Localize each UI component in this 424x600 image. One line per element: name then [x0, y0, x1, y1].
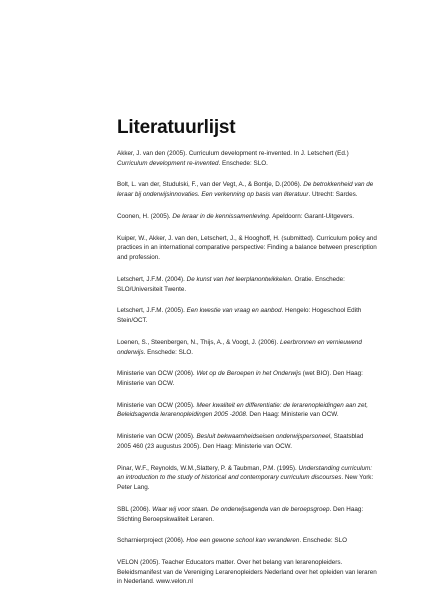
- reference-text: . Den Haag: Stichting Beroepskwaliteit Leraren.: [117, 505, 364, 523]
- reference-text: . Apeldoorn: Garant-Uitgevers.: [268, 212, 354, 220]
- reference-entry: [117, 306, 379, 325]
- page-title: Literatuurlijst: [117, 117, 236, 138]
- reference-text: Coonen, H. (2005).: [117, 212, 173, 220]
- reference-entry: [117, 432, 379, 451]
- reference-text: . Den Haag: Ministerie van OCW.: [245, 411, 339, 419]
- reference-title: Wet op de Beroepen in het Onderwijs: [196, 370, 301, 378]
- reference-text: VELON (2005). Teacher Educators matter. Over het belang van lerarenopleiders. Beleidsmanifest van de Vereniging Lerarenopleiders Nederland over het opleiden van leraren in Nederland. www.velon.nl: [117, 559, 377, 586]
- reference-entry: [117, 275, 379, 294]
- reference-text: . Utrecht: Sardes.: [308, 191, 358, 199]
- reference-entry: [117, 558, 379, 587]
- reference-text: (wet BIO). Den Haag: Ministerie van OCW.: [117, 370, 363, 387]
- reference-entry: [117, 401, 379, 420]
- reference-entry: [117, 369, 379, 388]
- reference-text: Letschert, J.F.M. (2004).: [117, 275, 187, 283]
- reference-text: Loenen, S., Steenbergen, N., Thijs, A., & Voogt, J. (2006).: [117, 338, 281, 346]
- reference-title: Hoe een gewone school kan veranderen: [186, 537, 300, 545]
- reference-text: . Oratie. Enschede: SLO/Universiteit Twente.: [117, 275, 345, 293]
- reference-text: Ministerie van OCW (2005).: [117, 433, 197, 441]
- reference-title: Besluit bekwaamheidseisen onderwijspersoneel: [196, 433, 331, 441]
- reference-title: Waar wij voor staan. De onderwijsagenda van de beroepsgroep: [152, 505, 330, 513]
- reference-title: De kunst van het leerplanontwikkelen: [186, 275, 291, 283]
- reference-entry: [117, 149, 379, 168]
- reference-list: [117, 149, 379, 587]
- reference-text: Ministerie van OCW (2005).: [117, 401, 197, 409]
- reference-text: , Staatsblad 2005 460 (23 augustus 2005). Den Haag: Ministerie van OCW.: [117, 433, 364, 450]
- reference-text: Kuiper, W., Akker, J. van den, Letschert, J., & Hooghoff, H. (submitted). Curriculum policy and practices in an international comparative perspective: Finding a balance between prescription and profession.: [117, 234, 377, 262]
- reference-entry: [117, 464, 379, 493]
- reference-entry: [117, 505, 379, 524]
- reference-text: SBL (2006).: [117, 505, 153, 513]
- reference-entry: [117, 234, 379, 263]
- reference-text: Bolt, L. van der, Studulski, F., van der Vegt, A., & Bontje, D.(2006).: [117, 181, 304, 189]
- reference-title: De betrokkenheid van de leraar bij onderwijsinnovaties. Een verkenning op basis van literatuur: [117, 181, 374, 199]
- reference-title: Leerbronnen en vernieuwend onderwijs: [117, 338, 362, 356]
- reference-entry: [117, 338, 379, 357]
- reference-entry: [117, 180, 379, 199]
- reference-text: . Enschede: SLO.: [218, 159, 268, 167]
- reference-text: Pinar, W.F., Reynolds, W.M.,Slattery, P. & Taubman, P.M. (1995).: [117, 464, 299, 472]
- reference-text: . Enschede: SLO.: [143, 348, 193, 356]
- reference-text: Scharnierproject (2006).: [117, 537, 187, 545]
- reference-entry: [117, 536, 379, 546]
- reference-title: Een kwestie van vraag en aanbod: [186, 307, 282, 315]
- reference-title: Curriculum development re-invented: [117, 159, 219, 167]
- reference-text: . Enschede: SLO: [299, 537, 347, 545]
- reference-title: De leraar in de kennissamenleving: [172, 212, 269, 220]
- reference-text: Letschert, J.F.M. (2005).: [117, 307, 187, 315]
- reference-title: Meer kwaliteit en differentiatie: de lerarenopleidingen aan zet, Beleidsagenda lerarenopleidingen 2005 -2008: [117, 401, 368, 419]
- reference-entry: [117, 212, 379, 222]
- reference-text: Ministerie van OCW (2006).: [117, 370, 197, 378]
- reference-text: Akker, J. van den (2005). Curriculum development re-invented. In J. Letschert (Ed.): [117, 150, 349, 157]
- reference-text: . Hengelo: Hogeschool Edith Stein/OCT.: [117, 307, 362, 325]
- reference-title: Understanding curriculum: an introduction to the study of historical and contemporary curriculum discourses: [117, 464, 373, 482]
- bibliography-section: [117, 117, 379, 599]
- reference-text: . New York: Peter Lang.: [117, 474, 374, 492]
